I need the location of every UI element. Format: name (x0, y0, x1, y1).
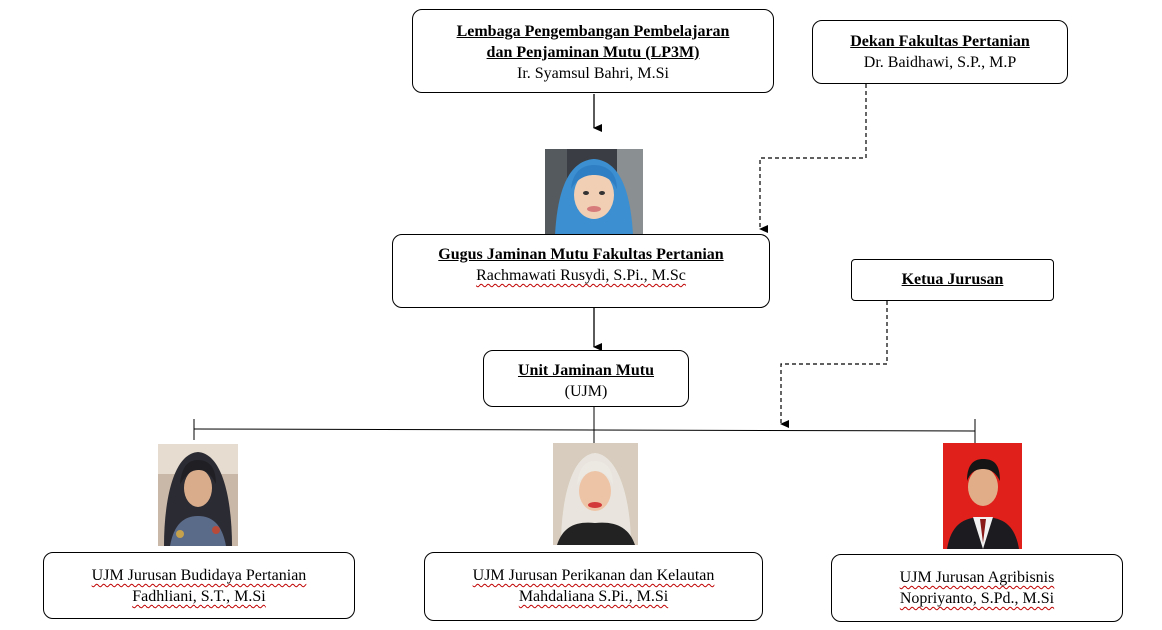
perikanan-photo (553, 443, 638, 545)
lp3m-title-line1: Lembaga Pengembangan Pembelajaran (456, 23, 730, 40)
gugus-person: Rachmawati Rusydi, S.Pi., M.Sc (476, 267, 686, 284)
unit-perikanan-person: Mahdaliana S.Pi., M.Si (518, 588, 669, 605)
ketua-title: Ketua Jurusan (901, 271, 1004, 288)
gugus-title: Gugus Jaminan Mutu Fakultas Pertanian (438, 246, 724, 263)
unit-agribisnis-person: Nopriyanto, S.Pd., M.Si (899, 590, 1055, 607)
unit-box-budidaya (43, 552, 355, 619)
dekan-title: Dekan Fakultas Pertanian (850, 33, 1030, 50)
unit-budidaya-person: Fadhliani, S.T., M.Si (132, 588, 266, 605)
unit-agribisnis-title: UJM Jurusan Agribisnis (899, 569, 1055, 586)
ketua-box (851, 259, 1054, 301)
unit-box-perikanan (424, 552, 763, 621)
unit-perikanan-title: UJM Jurusan Perikanan dan Kelautan (472, 567, 715, 584)
dashed-arrow-ketua-to-bar (781, 301, 887, 424)
ujm-abbr: (UJM) (564, 383, 608, 400)
distribution-bar (194, 429, 975, 431)
agribisnis-photo (943, 443, 1022, 549)
dekan-box (812, 20, 1068, 84)
gugus-photo (545, 149, 643, 235)
unit-budidaya-title: UJM Jurusan Budidaya Pertanian (91, 567, 307, 584)
gugus-box (392, 234, 770, 308)
lp3m-person: Ir. Syamsul Bahri, M.Si (516, 65, 669, 82)
dashed-arrow-dekan-to-gugus (760, 84, 866, 229)
unit-box-agribisnis (831, 554, 1123, 622)
lp3m-box (412, 9, 774, 93)
dekan-person: Dr. Baidhawi, S.P., M.P (863, 54, 1017, 71)
ujm-box (483, 350, 689, 407)
lp3m-title-line2: dan Penjaminan Mutu (LP3M) (486, 44, 700, 61)
ujm-title: Unit Jaminan Mutu (517, 362, 655, 379)
budidaya-photo (158, 444, 238, 546)
